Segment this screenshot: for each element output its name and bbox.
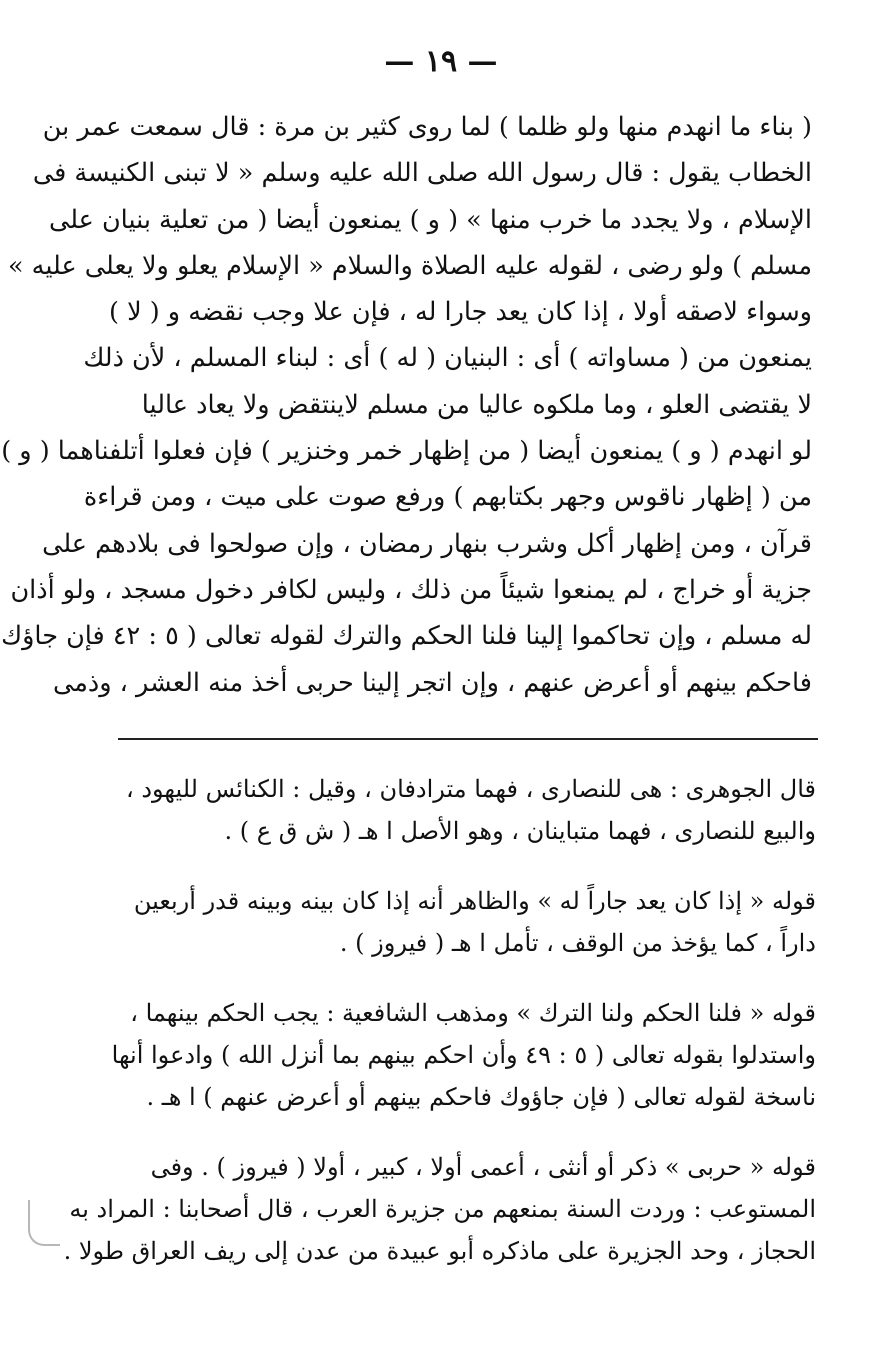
- footnote: [63, 1146, 816, 1272]
- main-text-line: يمنعون من ( مساواته ) أى : البنيان ( له ) أى : لبناء المسلم ، لأن ذلك: [83, 343, 812, 374]
- main-text-line: مسلم ) ولو رضى ، لقوله عليه الصلاة والسلام « الإسلام يعلو ولا يعلى عليه »: [7, 250, 812, 281]
- main-text-line: جزية أو خراج ، لم يمنعوا شيئاً من ذلك ، وليس لكافر دخول مسجد ، ولو أذان: [10, 574, 812, 605]
- main-text-line: لو انهدم ( و ) يمنعون أيضا ( من إظهار خمر وخنزير ) فإن فعلوا أتلفناهما ( و ): [1, 436, 812, 467]
- main-text-line: الإسلام ، ولا يجدد ما خرب منها » ( و ) يمنعون أيضا ( من تعلية بنيان على: [48, 204, 812, 235]
- footnote: [112, 768, 816, 852]
- main-text-line: فاحكم بينهم أو أعرض عنهم ، وإن اتجر إلينا حربى أخذ منه العشر ، وذمى: [52, 667, 812, 698]
- main-text-line: له مسلم ، وإن تحاكموا إلينا فلنا الحكم والترك لقوله تعالى ( ٥ : ٤٢ فإن جاؤك: [1, 621, 812, 652]
- page-number: — ١٩ —: [384, 44, 498, 79]
- footnote: [112, 880, 816, 964]
- main-text-line: وسواء لاصقه أولا ، إذا كان يعد جارا له ، فإن علا وجب نقضه و ( لا ): [109, 297, 812, 328]
- footnote: [112, 992, 816, 1118]
- footnote-line: قوله « فلنا الحكم ولنا الترك » ومذهب الشافعية : يجب الحكم بينهما ،: [130, 999, 816, 1027]
- main-text-line: الخطاب يقول : قال رسول الله صلى الله عليه وسلم « لا تبنى الكنيسة فى: [32, 158, 812, 189]
- main-text-line: ( بناء ما انهدم منها ولو ظلما ) لما روى كثير بن مرة : قال سمعت عمر بن: [42, 112, 812, 142]
- footnote-line: قوله « حربى » ذكر أو أنثى ، أعمى أولا ، كبير ، أولا ( فيروز ) . وفى: [150, 1153, 816, 1181]
- footnote-line: والبيع للنصارى ، فهما متباينان ، وهو الأصل ا هـ ( ش ق ع ) .: [224, 817, 816, 845]
- main-text-line: لا يقتضى العلو ، وما ملكوه عاليا من مسلم لاينتقض ولا يعاد عاليا: [141, 389, 812, 420]
- footnote-line: الحجاز ، وحد الجزيرة على ماذكره أبو عبيدة من عدن إلى ريف العراق طولا .: [63, 1237, 816, 1265]
- footnote-line: داراً ، كما يؤخذ من الوقف ، تأمل ا هـ ( فيروز ) .: [339, 929, 816, 957]
- footnote-line: قوله « إذا كان يعد جاراً له » والظاهر أنه إذا كان بينه وبينه قدر أربعين: [133, 887, 816, 915]
- main-text-block: [1, 104, 812, 706]
- footnotes-block: [63, 768, 816, 1300]
- margin-pencil-mark: [28, 1200, 60, 1246]
- footnote-line: قال الجوهرى : هى للنصارى ، فهما مترادفان ، وقيل : الكنائس لليهود ،: [125, 775, 816, 803]
- footnote-line: ناسخة لقوله تعالى ( فإن جاؤوك فاحكم بينهم أو أعرض عنهم ) ا هـ .: [146, 1083, 816, 1111]
- footnote-divider: [118, 738, 818, 740]
- footnote-line: المستوعب : وردت السنة بمنعهم من جزيرة العرب ، قال أصحابنا : المراد به: [69, 1195, 816, 1223]
- footnote-line: واستدلوا بقوله تعالى ( ٥ : ٤٩ وأن احكم بينهم بما أنزل الله ) وادعوا أنها: [111, 1041, 816, 1069]
- main-text-line: من ( إظهار ناقوس وجهر بكتابهم ) ورفع صوت على ميت ، ومن قراءة: [83, 482, 812, 513]
- main-text-line: قرآن ، ومن إظهار أكل وشرب بنهار رمضان ، وإن صولحوا فى بلادهم على: [42, 528, 812, 559]
